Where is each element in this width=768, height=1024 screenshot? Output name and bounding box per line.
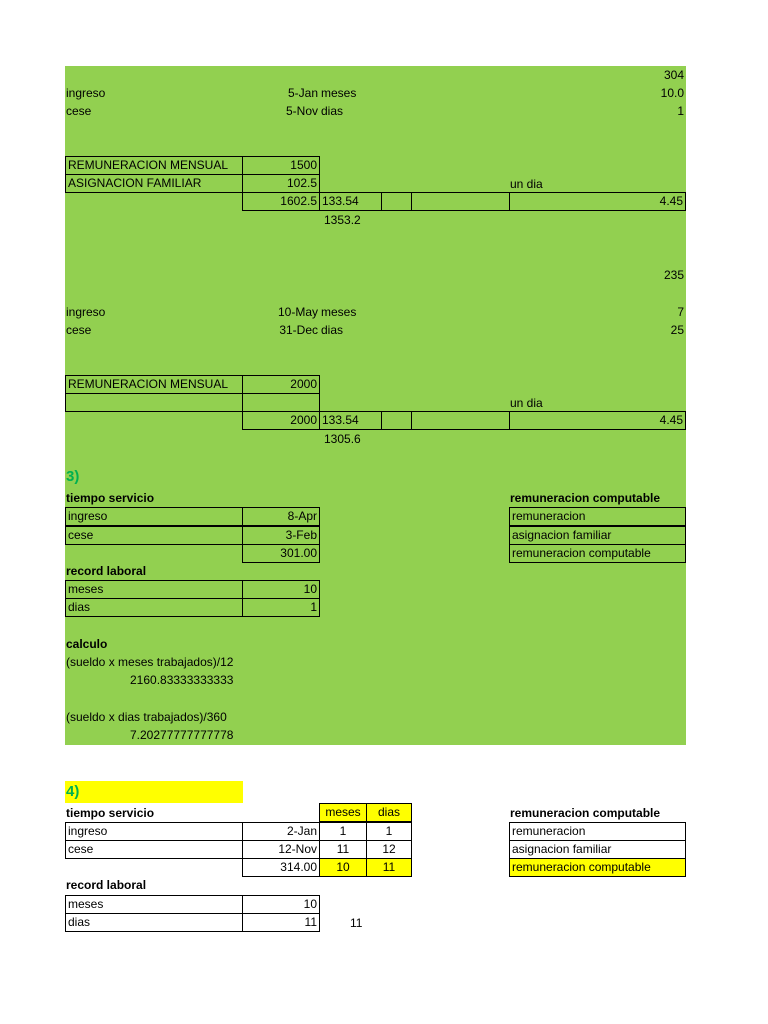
block2-ingreso-label: ingreso <box>66 305 106 319</box>
block1-cese-label: cese <box>66 104 92 118</box>
section4-meses-value[interactable]: 10 <box>242 895 320 914</box>
section4-rem-item-2[interactable]: asignacion familiar <box>509 840 686 859</box>
section4-cese-dias[interactable]: 12 <box>366 840 412 859</box>
block1-day-value[interactable]: 4.45 <box>509 192 686 211</box>
section3-result-1: 2160.83333333333 <box>130 673 234 687</box>
section4-rem-item-3[interactable]: remuneracion computable <box>509 858 686 877</box>
section4-cese-meses[interactable]: 11 <box>319 840 367 859</box>
section4-total-meses[interactable]: 10 <box>319 858 367 877</box>
section4-rem-item-1[interactable]: remuneracion <box>509 822 686 841</box>
block1-mid-value[interactable]: 133.54 <box>319 192 382 211</box>
block1-rem-value[interactable]: 1500 <box>242 156 320 175</box>
section4-total-dias[interactable]: 11 <box>366 858 412 877</box>
section4-cese-label[interactable]: cese <box>65 840 243 859</box>
block1-rem-label[interactable]: REMUNERACION MENSUAL <box>65 156 243 175</box>
block2-dias-value: 25 <box>670 323 684 337</box>
section3-rem-item-3[interactable]: remuneracion computable <box>509 544 686 563</box>
block1-ingreso-date: 5-Jan <box>287 86 318 100</box>
section4-ingreso-meses[interactable]: 1 <box>319 822 367 841</box>
block2-empty-label-cell[interactable] <box>65 393 243 412</box>
section4-col-dias[interactable]: dias <box>366 803 412 822</box>
block1-empty-cell-b[interactable] <box>411 192 510 211</box>
block2-rem-label[interactable]: REMUNERACION MENSUAL <box>65 375 243 394</box>
block2-sum-value[interactable]: 2000 <box>242 411 320 430</box>
block2-below-value: 1305.6 <box>324 432 361 446</box>
block2-meses-value: 7 <box>677 305 684 319</box>
block1-below-value: 1353.2 <box>324 213 361 227</box>
section4-total[interactable]: 314.00 <box>242 858 320 877</box>
section4-extra-value: 11 <box>350 916 363 930</box>
block2-cese-date: 31-Dec <box>279 323 318 337</box>
section4-dias-label[interactable]: dias <box>65 913 243 932</box>
section3-number: 3) <box>66 468 80 485</box>
section4-ingreso-label[interactable]: ingreso <box>65 822 243 841</box>
block2-cese-label: cese <box>66 323 92 337</box>
section4-rem-comp-title: remuneracion computable <box>510 806 661 820</box>
block1-un-dia-label: un dia <box>510 177 543 191</box>
section4-ingreso-date[interactable]: 2-Jan <box>242 822 320 841</box>
section3-cese-date[interactable]: 3-Feb <box>242 526 320 545</box>
block1-asig-value[interactable]: 102.5 <box>242 174 320 193</box>
section3-meses-label[interactable]: meses <box>65 580 243 599</box>
section3-record-label: record laboral <box>66 564 147 578</box>
section3-rem-comp-title: remuneracion computable <box>510 491 661 505</box>
section3-cese-label[interactable]: cese <box>65 526 243 545</box>
section3-dias-label[interactable]: dias <box>65 598 243 617</box>
block1-ingreso-label: ingreso <box>66 86 106 100</box>
block2-dias-label: dias <box>321 323 344 337</box>
block1-sum-value[interactable]: 1602.5 <box>242 192 320 211</box>
section3-calculo-label: calculo <box>66 637 108 651</box>
block2-un-dia-label: un dia <box>510 396 543 410</box>
section3-result-2: 7.20277777777778 <box>130 728 234 742</box>
block1-total-dias: 304 <box>663 68 684 82</box>
block2-empty-value-cell[interactable] <box>242 393 320 412</box>
section4-record-label: record laboral <box>66 878 147 892</box>
section4-cese-date[interactable]: 12-Nov <box>242 840 320 859</box>
section3-dias-value[interactable]: 1 <box>242 598 320 617</box>
section3-total[interactable]: 301.00 <box>242 544 320 563</box>
block2-total-dias: 235 <box>663 268 684 282</box>
section3-ingreso-date[interactable]: 8-Apr <box>242 507 320 526</box>
section4-ingreso-dias[interactable]: 1 <box>366 822 412 841</box>
section4-col-meses[interactable]: meses <box>319 803 367 822</box>
block2-day-value[interactable]: 4.45 <box>509 411 686 430</box>
block2-empty-cell-a[interactable] <box>381 411 412 430</box>
block1-meses-label: meses <box>321 86 357 100</box>
block2-rem-value[interactable]: 2000 <box>242 375 320 394</box>
section3-rem-item-1[interactable]: remuneracion <box>509 507 686 526</box>
block2-empty-cell-b[interactable] <box>411 411 510 430</box>
section3-ingreso-label[interactable]: ingreso <box>65 507 243 526</box>
section4-tiempo-label: tiempo servicio <box>66 806 155 820</box>
block1-asig-label[interactable]: ASIGNACION FAMILIAR <box>65 174 243 193</box>
block1-cese-date: 5-Nov <box>285 104 318 118</box>
block2-mid-value[interactable]: 133.54 <box>319 411 382 430</box>
section4-number: 4) <box>66 783 80 800</box>
block2-ingreso-date: 10-May <box>277 305 318 319</box>
block1-dias-value: 1 <box>677 104 684 118</box>
section4-dias-value[interactable]: 11 <box>242 913 320 932</box>
section3-rem-item-2[interactable]: asignacion familiar <box>509 526 686 545</box>
section3-meses-value[interactable]: 10 <box>242 580 320 599</box>
block2-meses-label: meses <box>321 305 357 319</box>
block1-meses-value: 10.0 <box>660 86 684 100</box>
section3-tiempo-label: tiempo servicio <box>66 491 155 505</box>
block1-empty-cell-a[interactable] <box>381 192 412 211</box>
section3-formula-1: (sueldo x meses trabajados)/12 <box>66 655 234 669</box>
section4-meses-label[interactable]: meses <box>65 895 243 914</box>
block1-dias-label: dias <box>321 104 344 118</box>
section3-formula-2: (sueldo x dias trabajados)/360 <box>66 710 227 724</box>
section4-title-highlight <box>65 781 243 803</box>
